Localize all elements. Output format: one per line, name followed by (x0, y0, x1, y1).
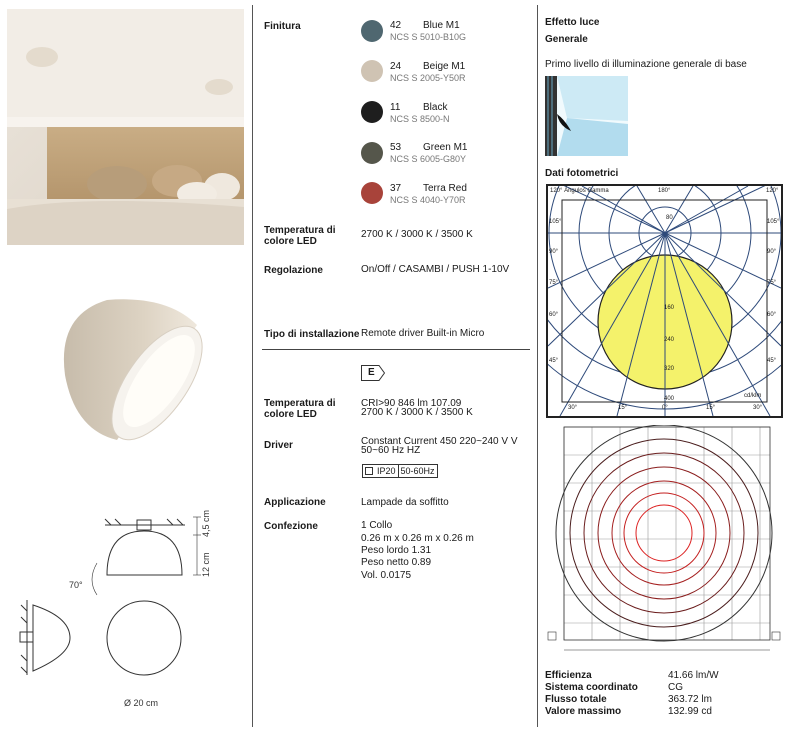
polar-left-label: 90° (549, 249, 559, 255)
confezione-line: Vol. 0.0175 (361, 570, 412, 581)
angle-label: 70° (69, 580, 83, 590)
finish-ncs: NCS S 8500-N (390, 114, 450, 124)
energy-class-letter: E (368, 367, 375, 378)
polar-radial-label: 400 (664, 396, 675, 402)
polar-radial-label: 80 (666, 215, 673, 221)
finish-swatch[interactable] (361, 182, 383, 204)
polar-bottom-label: 30° (753, 405, 763, 411)
stat-label-sistema: Sistema coordinato (545, 682, 638, 693)
stat-value-flusso: 363.72 lm (668, 694, 712, 705)
finish-ncs: NCS S 6005-G80Y (390, 154, 467, 164)
finish-name: Terra Red (423, 183, 467, 194)
polar-bottom-label: 15° (618, 405, 628, 411)
polar-left-label: 60° (549, 312, 559, 318)
polar-chart (546, 184, 783, 418)
regolazione-value: On/Off / CASAMBI / PUSH 1-10V (361, 264, 510, 275)
section-divider (262, 349, 530, 350)
stat-label-efficienza: Efficienza (545, 670, 592, 681)
finish-name: Green M1 (423, 142, 468, 153)
finish-code: 24 (390, 61, 402, 72)
driver-label: Driver (264, 440, 293, 451)
light-effect-icon (545, 76, 628, 156)
finish-swatch[interactable] (361, 142, 383, 164)
temp2-value-2: 2700 K / 3000 K / 3500 K (361, 407, 473, 418)
confezione-line: 1 Collo (361, 520, 393, 531)
polar-right-label: 60° (767, 312, 777, 318)
temp-label: Temperatura di colore LED (264, 225, 336, 247)
column-divider-right (537, 5, 538, 727)
finish-code: 53 (390, 142, 402, 153)
dati-fotometrici-label: Dati fotometrici (545, 168, 619, 179)
stat-value-valore: 132.99 cd (668, 706, 712, 717)
polar-right-label: 45° (767, 358, 777, 364)
ip-checkbox (365, 467, 373, 475)
stat-label-flusso: Flusso totale (545, 694, 607, 705)
polar-radial-label: 240 (664, 337, 675, 343)
finish-swatch[interactable] (361, 20, 383, 42)
polar-top-left: 120° Ángulos Gamma (550, 188, 609, 194)
generale-label: Generale (545, 34, 588, 45)
confezione-line: 0.26 m x 0.26 m x 0.26 m (361, 533, 474, 544)
temp2-value-1: CRI>90 846 lm 107.09 (361, 398, 462, 409)
temp-value: 2700 K / 3000 K / 3500 K (361, 229, 473, 240)
isolux-chart (546, 425, 784, 661)
polar-left-label: 75° (549, 280, 559, 286)
polar-right-label: 75° (767, 280, 777, 286)
confezione-line: Peso lordo 1.31 (361, 545, 432, 556)
product-render (7, 255, 244, 483)
regolazione-label: Regolazione (264, 265, 323, 276)
polar-left-label: 105° (549, 219, 562, 225)
confezione-line: Peso netto 0.89 (361, 557, 432, 568)
technical-drawing (7, 505, 244, 720)
polar-top-center: 180° (658, 188, 671, 194)
applicazione-value: Lampade da soffitto (361, 497, 449, 508)
finish-ncs: NCS S 2005-Y50R (390, 73, 466, 83)
finish-name: Black (423, 102, 448, 113)
driver-value-1: Constant Current 450 220~240 V V (361, 436, 518, 447)
finish-name: Beige M1 (423, 61, 466, 72)
ip-badges (362, 464, 438, 478)
finish-code: 42 (390, 20, 402, 31)
finish-code: 37 (390, 183, 402, 194)
hz-badge: 50-60Hz (400, 466, 435, 476)
confezione-label: Confezione (264, 521, 318, 532)
room-photo (7, 9, 244, 245)
polar-radial-label: 320 (664, 366, 675, 372)
height-dimension-1: 4,5 cm (201, 509, 211, 537)
polar-bottom-label: 30° (568, 405, 578, 411)
driver-value-2: 50~60 Hz HZ (361, 445, 421, 456)
effect-description: Primo livello di illuminazione generale di base (545, 59, 747, 70)
diameter-label: Ø 20 cm (124, 698, 159, 708)
effetto-luce-label: Effetto luce (545, 17, 600, 28)
column-divider-left (252, 5, 253, 727)
finish-ncs: NCS S 4040-Y70R (390, 195, 466, 205)
applicazione-label: Applicazione (264, 497, 326, 508)
height-dimension-2: 12 cm (201, 552, 211, 577)
energy-class-badge (361, 365, 383, 381)
polar-unit: cd/klm (744, 393, 762, 399)
polar-top-right: 120° (766, 188, 779, 194)
installazione-label: Tipo di installazione (264, 329, 360, 340)
polar-left-label: 45° (549, 358, 559, 364)
stat-value-sistema: CG (668, 682, 683, 693)
temp2-label: Temperatura di colore LED (264, 398, 336, 420)
finish-name: Blue M1 (423, 20, 460, 31)
polar-bottom-label: 15° (706, 405, 716, 411)
ip-badge: IP20 (375, 465, 399, 477)
finish-code: 11 (390, 102, 401, 113)
finitura-label: Finitura (264, 21, 301, 32)
polar-right-label: 105° (767, 219, 780, 225)
installazione-value: Remote driver Built-in Micro (361, 328, 485, 339)
finish-swatch[interactable] (361, 101, 383, 123)
polar-right-label: 90° (767, 249, 777, 255)
polar-bottom-label: 0° (662, 405, 668, 411)
finish-ncs: NCS S 5010-B10G (390, 32, 467, 42)
finish-swatch[interactable] (361, 60, 383, 82)
stat-label-valore: Valore massimo (545, 706, 622, 717)
stat-value-efficienza: 41.66 lm/W (668, 670, 719, 681)
polar-radial-label: 160 (664, 305, 675, 311)
